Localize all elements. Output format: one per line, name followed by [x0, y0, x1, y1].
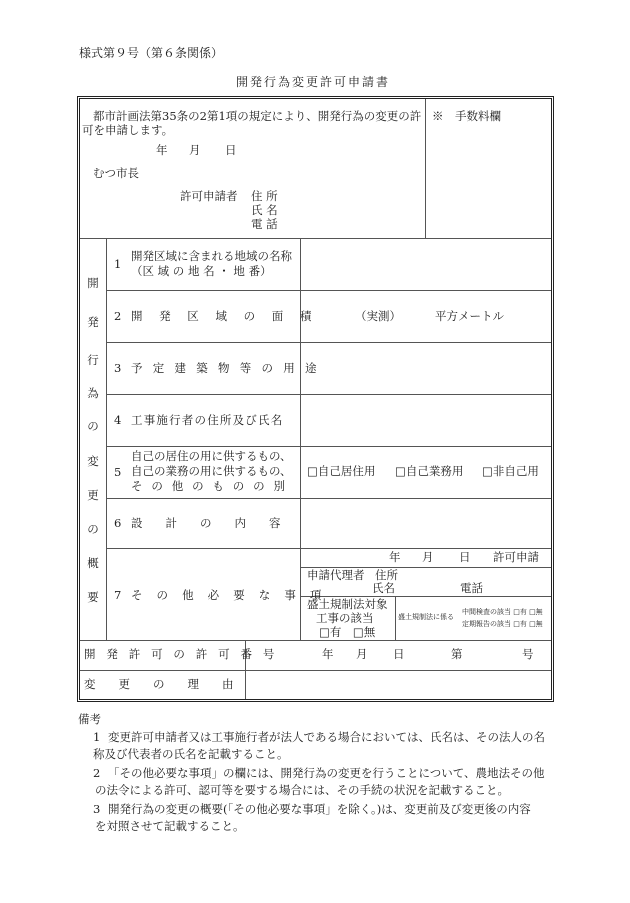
note-line: の法令による許可、認可等を要する場合には、その手続の状況を記載すること。 [95, 783, 509, 797]
addressee: むつ市長 [93, 166, 139, 180]
side-char: 概 [87, 556, 99, 570]
item7-day-label: 日 [459, 550, 471, 564]
permit-day-label: 日 [393, 647, 405, 661]
side-char: 為 [87, 386, 99, 400]
address-label: 住 所 [251, 189, 278, 203]
area-name-field[interactable] [301, 239, 550, 290]
contractor-field[interactable] [301, 395, 550, 446]
item7-month-label: 月 [422, 550, 434, 564]
item-label: 開 発 区 域 の 面 積 [131, 309, 318, 323]
note-number: 2 [93, 766, 101, 780]
permit-number-label: 開 発 許 可 の 許 可 番 号 [84, 647, 278, 661]
agent-phone-label: 電話 [460, 581, 483, 595]
note-line: 変更許可申請者又は工事施行者が法人である場合においては、氏名は、その法人の名 [108, 730, 545, 744]
permit-go-label: 号 [522, 647, 534, 661]
name-label: 氏 名 [251, 203, 278, 217]
notes-title: 備考 [78, 712, 101, 726]
note-number: 1 [93, 730, 101, 744]
row-divider [80, 640, 551, 641]
form-number: 様式第９号（第６条関係） [79, 46, 224, 60]
agent-name-label: 氏名 [372, 581, 395, 595]
item-label: そ の 他 の も の の 別 [131, 479, 288, 493]
applicant-label: 許可申請者 [180, 189, 238, 203]
option-non-self[interactable]: □非自己用 [482, 464, 539, 478]
side-char: の [87, 522, 99, 536]
interim-inspection[interactable]: 中間検査の該当 □有 □無 [462, 608, 543, 616]
building-use-field[interactable] [301, 343, 550, 394]
side-char: 要 [87, 590, 99, 604]
item-label: （区 域 の 地 名 ・ 地 番） [131, 264, 272, 278]
row-divider [106, 548, 551, 549]
item-number: 5 [114, 465, 122, 479]
agent-label: 申請代理者 [307, 568, 365, 582]
item-label: 設 計 の 内 容 [131, 516, 281, 530]
item-number: 4 [114, 413, 122, 427]
item-number: 1 [114, 257, 122, 271]
side-label-divider [106, 238, 107, 640]
agent-address-label: 住所 [375, 568, 398, 582]
item-number: 3 [114, 361, 122, 375]
date-month-label: 月 [189, 143, 201, 157]
morido-divider [395, 596, 396, 640]
item-label: そ の 他 必 要 な 事 項 [131, 588, 327, 602]
item7-apply-label: 許可申請 [493, 550, 539, 564]
side-char: 開 [87, 276, 99, 290]
note-line: 称及び代表者の氏名を記載すること。 [93, 747, 289, 761]
morido-label-line2: 工事の該当 [316, 611, 374, 625]
item-label: 予 定 建 築 物 等 の 用 途 [131, 361, 320, 375]
side-char: 更 [87, 488, 99, 502]
row-divider [106, 446, 551, 447]
note-number: 3 [93, 802, 101, 816]
morido-label-line1: 盛土規制法対象 [307, 597, 388, 611]
area-measured-label: （実測） [355, 309, 401, 323]
periodic-report[interactable]: 定期報告の該当 □有 □無 [462, 620, 543, 628]
item7-year-label: 年 [389, 550, 401, 564]
row-divider [106, 290, 551, 291]
date-day-label: 日 [225, 143, 237, 157]
option-self-business[interactable]: □自己業務用 [395, 464, 464, 478]
side-label-overview [80, 238, 106, 640]
area-unit-label: 平方メートル [435, 309, 504, 323]
item-label: 自己の居住の用に供するもの、 [131, 449, 292, 463]
side-char: の [87, 419, 99, 433]
note-line: 「その他必要な事項」の欄には、開発行為の変更を行うことについて、農地法その他 [108, 766, 545, 780]
statement-line1: 都市計画法第35条の2第1項の規定により、開発行為の変更の許 [93, 109, 422, 123]
fee-column-divider [425, 99, 426, 238]
item-label: 開発区域に含まれる地域の名称 [131, 249, 292, 263]
statement-line2: 可を申請します。 [82, 123, 174, 137]
change-reason-field[interactable] [246, 671, 550, 699]
note-line: を対照させて記載すること。 [95, 819, 245, 833]
morido-related-label: 盛土規制法に係る [398, 613, 454, 621]
morido-options[interactable]: □有 □無 [319, 625, 376, 639]
area-field[interactable] [400, 300, 432, 330]
side-char: 行 [87, 353, 99, 367]
item-label: 自己の業務の用に供するもの、 [131, 464, 292, 478]
item-number: 2 [114, 309, 122, 323]
permit-month-label: 月 [356, 647, 368, 661]
permit-dai-label: 第 [451, 647, 463, 661]
item-number: 6 [114, 516, 122, 530]
date-year-label: 年 [156, 143, 168, 157]
side-char: 発 [87, 315, 99, 329]
phone-label: 電 話 [251, 217, 278, 231]
item-label: 工事施行者の住所及び氏名 [131, 413, 284, 427]
page-title: 開発行為変更許可申請書 [236, 75, 391, 89]
note-line: 開発行為の変更の概要(「その他必要な事項」を除く。)は、変更前及び変更後の内容 [108, 802, 531, 816]
side-char: 変 [87, 454, 99, 468]
item-number: 7 [114, 588, 122, 602]
permit-year-label: 年 [322, 647, 334, 661]
design-content-field[interactable] [301, 499, 550, 548]
option-self-residence[interactable]: □自己居住用 [307, 464, 376, 478]
fee-label: ※ 手数料欄 [432, 109, 501, 123]
change-reason-label: 変 更 の 理 由 [84, 677, 234, 691]
